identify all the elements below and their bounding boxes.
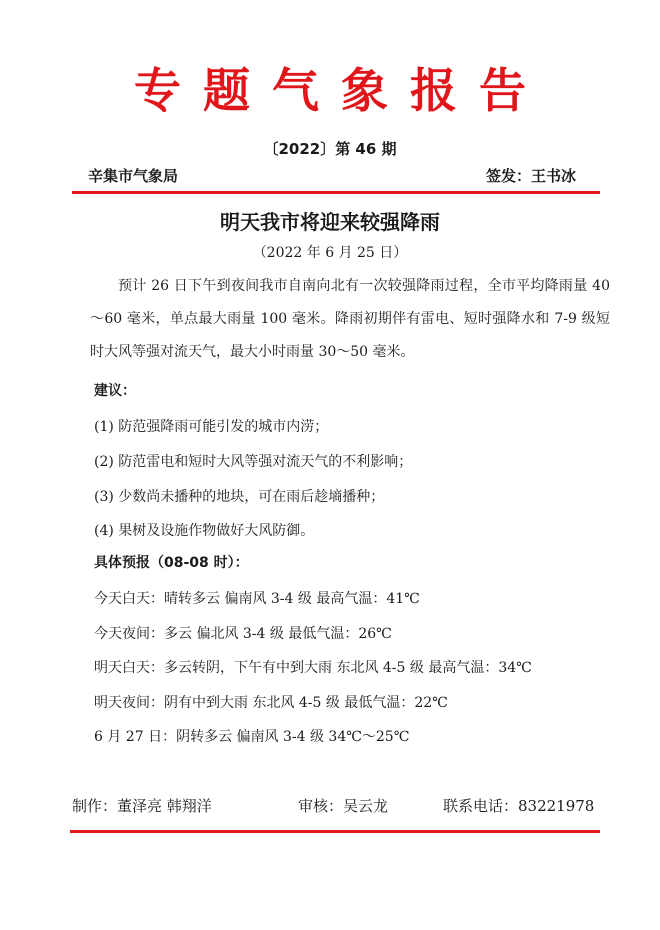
footer-divider — [70, 830, 600, 833]
forecast-item: 今天夜间：多云 偏北风 3-4 级 最低气温：26℃ — [94, 626, 392, 642]
issue-number: 〔2022〕第 46 期 — [263, 140, 397, 158]
report-title: 专题气象报告 — [134, 64, 548, 119]
footer-phone: 联系电话：83221978 — [443, 797, 595, 815]
forecast-item: 6 月 27 日：阴转多云 偏南风 3-4 级 34℃～25℃ — [94, 729, 410, 745]
advice-title: 建议： — [94, 383, 136, 399]
advice-item: (4) 果树及设施作物做好大风防御。 — [94, 523, 315, 539]
header-divider — [72, 191, 600, 194]
advice-item: (3) 少数尚未播种的地块，可在雨后趁墒播种； — [94, 489, 385, 505]
advice-item: (1) 防范强降雨可能引发的城市内涝； — [94, 419, 329, 435]
forecast-title: 具体预报（08-08 时）： — [94, 555, 249, 571]
footer-producers: 制作：董泽亮 韩翔洋 — [72, 797, 212, 815]
forecast-item: 明天白天：多云转阴，下午有中到大雨 东北风 4-5 级 最高气温：34℃ — [94, 660, 532, 676]
forecast-item: 今天白天：晴转多云 偏南风 3-4 级 最高气温：41℃ — [94, 591, 420, 607]
forecast-item: 明天夜间：阴有中到大雨 东北风 4-5 级 最低气温：22℃ — [94, 695, 448, 711]
summary-paragraph: 预计 26 日下午到夜间我市自南向北有一次较强降雨过程，全市平均降雨量 40～60 毫米，单点最大雨量 100 毫米。降雨初期伴有雷电、短时强降水和 7-9 级短时大风等强对流天气，最大小时雨量 30～50 毫米。 — [90, 278, 610, 360]
advice-item: (2) 防范雷电和短时大风等强对流天气的不利影响； — [94, 454, 413, 470]
headline: 明天我市将迎来较强降雨 — [220, 210, 440, 234]
signer: 签发：王书冰 — [485, 167, 576, 185]
agency-name: 辛集市气象局 — [88, 167, 179, 185]
report-date: （2022 年 6 月 25 日） — [252, 245, 408, 261]
footer-reviewer: 审核：吴云龙 — [298, 797, 389, 815]
